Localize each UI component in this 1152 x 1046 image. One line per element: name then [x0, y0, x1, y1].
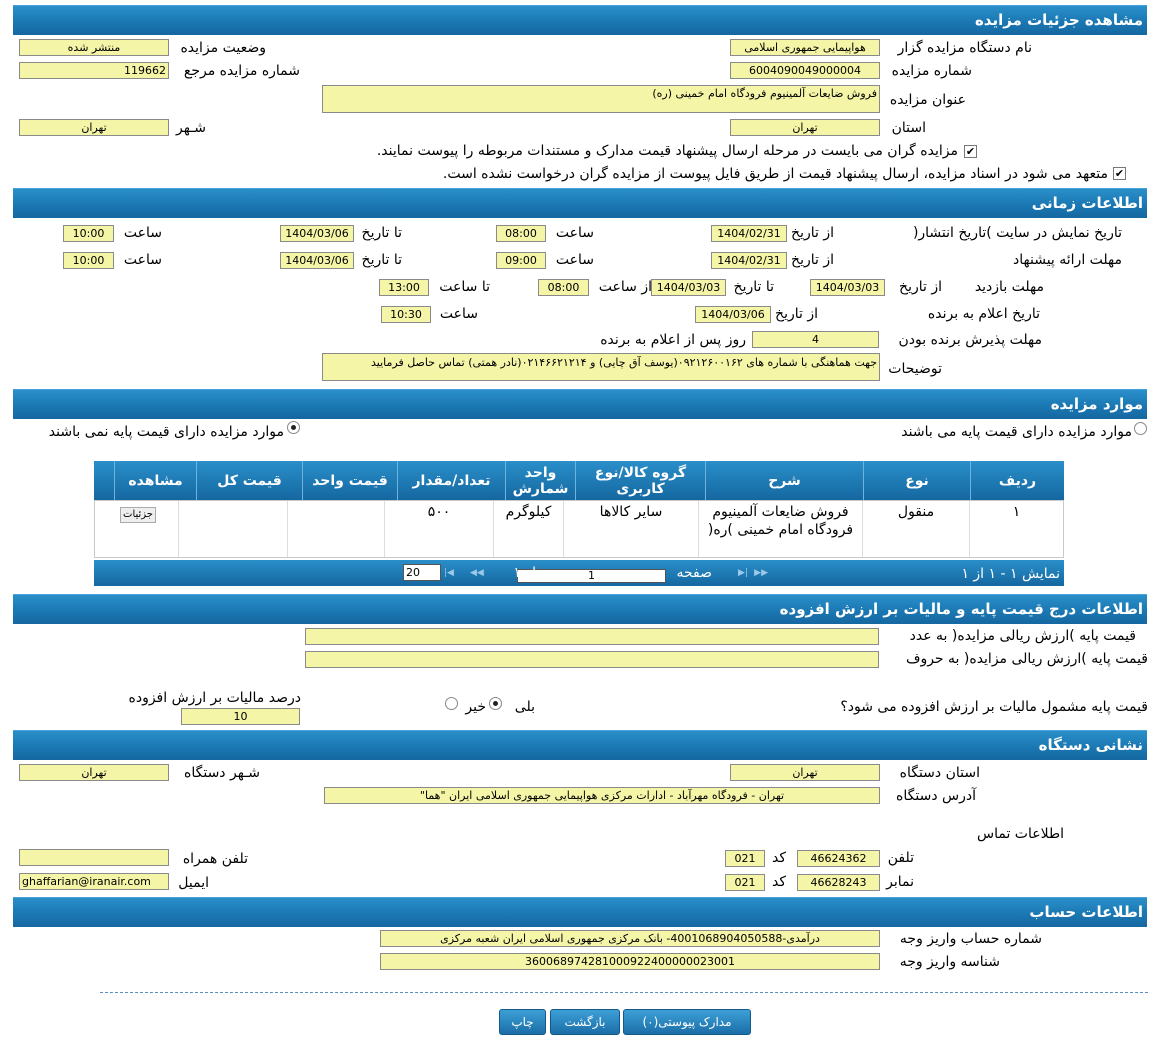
section-header-details — [13, 5, 1147, 35]
phone-field: 46624362 — [797, 850, 880, 867]
winner-time: 10:30 — [381, 306, 431, 323]
pager-page-label: صفحه — [676, 565, 712, 581]
fax-label: نمابر — [886, 874, 914, 890]
last-page-icon[interactable]: |◀ — [444, 568, 454, 578]
offer-label: مهلت ارائه پیشنهاد — [1013, 252, 1122, 268]
offer-to-date: 1404/03/06 — [280, 252, 354, 269]
publish-to-label: تا تاریخ — [361, 225, 402, 241]
publish-from-date: 1404/02/31 — [711, 225, 787, 242]
ref-label: شماره مزایده مرجع — [183, 63, 300, 79]
cell-total — [178, 501, 287, 557]
offer-to-hour-label: ساعت — [123, 252, 162, 268]
visit-from-label: از تاریخ — [899, 279, 942, 295]
org-province-field: تهران — [730, 764, 880, 781]
col-index: ردیف — [970, 461, 1064, 500]
attachments-button[interactable]: مدارک پیوستی(۰) — [623, 1009, 751, 1035]
number-label: شماره مزایده — [891, 63, 972, 79]
fax-code-label: کد — [771, 874, 786, 890]
divider — [100, 992, 1148, 993]
attachment-required-label: مزایده گران می بایست در مرحله ارسال پیشنهاد قیمت مدارک و مستندات مربوطه را پیوست نمایند. — [376, 143, 958, 159]
first-page-icon[interactable]: ▶| — [738, 568, 748, 578]
org-city-label: شـهر دستگاه — [184, 765, 260, 781]
notes-label: توضیحات — [888, 361, 942, 377]
title-field: فروش ضایعات آلمینیوم فرودگاه امام خمینی (ره) — [322, 85, 880, 113]
notes-field: جهت هماهنگی با شماره های ۰۹۲۱۲۶۰۰۱۶۲(یوسف آق چایی) و ۰۲۱۴۶۶۲۱۲۱۴(نادر همتی) تماس حاصل فرمایید — [322, 353, 880, 381]
publish-from-time: 08:00 — [496, 225, 546, 242]
fax-field: 46628243 — [797, 874, 880, 891]
details-button[interactable]: جزئیات — [120, 507, 156, 523]
page-size-input[interactable]: 20 — [403, 564, 441, 581]
status-field: منتشر شده — [19, 39, 169, 56]
col-view: مشاهده — [114, 461, 196, 500]
items-table-header — [94, 461, 1064, 500]
vat-percent-label: درصد مالیات بر ارزش افزوده — [128, 690, 301, 706]
pager-showing: نمایش ۱ - ۱ از ۱ — [961, 566, 1060, 582]
attachment-required-checkbox[interactable]: ✔ — [965, 145, 976, 158]
status-label: وضعیت مزایده — [180, 40, 266, 56]
vat-no-label: خیر — [465, 699, 486, 715]
section-title: اطلاعات درج قیمت پایه و مالیات بر ارزش افزوده — [779, 600, 1143, 618]
col-group: گروه کالا/نوع کاربری — [575, 461, 705, 500]
winner-label: تاریخ اعلام به برنده — [927, 306, 1040, 322]
winner-hour-label: ساعت — [439, 306, 478, 322]
col-unit-price: قیمت واحد — [302, 461, 397, 500]
print-button[interactable]: چاپ — [499, 1009, 546, 1035]
base-price-words-label: قیمت پایه )ارزش ریالی مزایده( به حروف — [905, 651, 1148, 667]
section-header-items — [13, 389, 1147, 419]
cell-unit-price — [287, 501, 384, 557]
vat-question: قیمت پایه مشمول مالیات بر ارزش افزوده می شود؟ — [840, 699, 1148, 715]
col-total: قیمت کل — [196, 461, 302, 500]
account-field: درآمدی-4001068904050588- بانک مرکزی جمهوری اسلامی ایران شعبه مرکزی — [380, 930, 880, 947]
visit-from-time: 08:00 — [538, 279, 589, 296]
city-field: تهران — [19, 119, 169, 136]
fax-code-field: 021 — [725, 874, 765, 891]
cell-qty: ۵۰۰ — [384, 501, 493, 557]
section-title: اطلاعات حساب — [1029, 903, 1143, 921]
visit-from-date: 1404/03/03 — [810, 279, 885, 296]
payment-id-field: 360068974281000922400000023001 — [380, 953, 880, 970]
section-header-timing — [13, 188, 1147, 218]
payment-id-label: شناسه واریز وجه — [899, 954, 1000, 970]
cell-view — [95, 501, 178, 557]
radio-without-base-price[interactable] — [287, 421, 300, 434]
offer-to-label: تا تاریخ — [361, 252, 402, 268]
vat-yes-label: بلی — [514, 699, 535, 715]
offer-from-hour-label: ساعت — [555, 252, 594, 268]
phone-code-label: کد — [771, 850, 786, 866]
visit-to-hour-label: تا ساعت — [439, 279, 490, 295]
section-title: اطلاعات زمانی — [1031, 194, 1143, 212]
city-label: شـهر — [175, 120, 206, 136]
visit-label: مهلت بازدید — [974, 279, 1044, 295]
winner-date: 1404/03/06 — [695, 306, 771, 323]
back-button[interactable]: بازگشت — [550, 1009, 620, 1035]
base-price-words-field[interactable] — [305, 651, 879, 668]
prev-page-icon[interactable]: ▶▶ — [754, 568, 768, 578]
cell-index: ۱ — [969, 501, 1063, 557]
radio-with-base-price-label: موارد مزایده دارای قیمت پایه می باشند — [901, 424, 1132, 440]
vat-percent-field: 10 — [181, 708, 300, 725]
publish-to-date: 1404/03/06 — [280, 225, 354, 242]
number-field: 6004090049000004 — [730, 62, 880, 79]
accept-field: 4 — [752, 331, 879, 348]
phone-code-field: 021 — [725, 850, 765, 867]
col-type: نوع — [863, 461, 970, 500]
contact-title: اطلاعات تماس — [977, 826, 1064, 842]
accept-suffix: روز پس از اعلام به برنده — [600, 332, 746, 348]
vat-yes-radio[interactable] — [489, 697, 502, 710]
mobile-field — [19, 849, 169, 866]
pager-of: از ۱ — [513, 565, 536, 581]
offer-to-time: 10:00 — [63, 252, 114, 269]
section-header-account — [13, 897, 1147, 927]
province-field: تهران — [730, 119, 880, 136]
next-page-icon[interactable]: ◀◀ — [470, 568, 484, 578]
col-unit: واحد شمارش — [505, 461, 575, 500]
org-label: نام دستگاه مزایده گزار — [897, 40, 1032, 56]
table-pager — [94, 560, 1064, 586]
base-price-digits-label: قیمت پایه )ارزش ریالی مزایده( به عدد — [909, 628, 1136, 644]
col-desc: شرح — [705, 461, 863, 500]
vat-no-radio[interactable] — [445, 697, 458, 710]
cell-desc: فروش ضایعات آلمینیوم فرودگاه امام خمینی )ره( — [698, 501, 862, 557]
col-qty: تعداد/مقدار — [397, 461, 505, 500]
org-address-field: تهران - فرودگاه مهرآباد - ادارات مرکزی هواپیمایی جمهوری اسلامی ایران "هما" — [324, 787, 880, 804]
phone-label: تلفن — [887, 850, 914, 866]
section-title: مشاهده جزئیات مزایده — [974, 11, 1143, 29]
section-title: نشانی دستگاه — [1038, 736, 1143, 754]
base-price-digits-field[interactable] — [305, 628, 879, 645]
accept-label: مهلت پذیرش برنده بودن — [898, 332, 1042, 348]
publish-from-hour-label: ساعت — [555, 225, 594, 241]
org-city-field: تهران — [19, 764, 169, 781]
offer-from-date: 1404/02/31 — [711, 252, 787, 269]
visit-to-time: 13:00 — [379, 279, 429, 296]
title-label: عنوان مزایده — [889, 92, 966, 108]
cell-unit: کیلوگرم — [493, 501, 563, 557]
visit-to-date: 1404/03/03 — [651, 279, 726, 296]
publish-to-hour-label: ساعت — [123, 225, 162, 241]
section-header-address — [13, 730, 1147, 760]
offer-from-label: از تاریخ — [791, 252, 834, 268]
visit-to-label: تا تاریخ — [733, 279, 774, 295]
org-address-label: آدرس دستگاه — [896, 788, 976, 804]
cell-group: سایر کالاها — [563, 501, 698, 557]
radio-with-base-price[interactable] — [1134, 422, 1147, 435]
account-label: شماره حساب واریز وجه — [899, 931, 1042, 947]
email-field: ghaffarian@iranair.com — [19, 873, 169, 890]
publish-label: تاریخ نمایش در سایت )تاریخ انتشار( — [912, 225, 1122, 241]
commitment-label: متعهد می شود در اسناد مزایده، ارسال پیشنهاد قیمت از طریق فایل پیوست از مزایده گران درخواست نشده است. — [442, 166, 1108, 182]
org-field: هواپیمایی جمهوری اسلامی — [730, 39, 880, 56]
table-row — [94, 500, 1064, 558]
ref-field: 119662 — [19, 62, 169, 79]
offer-from-time: 09:00 — [496, 252, 546, 269]
cell-type: منقول — [862, 501, 969, 557]
org-province-label: استان دستگاه — [899, 765, 980, 781]
publish-from-label: از تاریخ — [791, 225, 834, 241]
section-title: موارد مزایده — [1050, 395, 1143, 413]
commitment-checkbox[interactable]: ✔ — [1114, 167, 1125, 180]
province-label: استان — [891, 120, 926, 136]
page-input[interactable]: 1 — [517, 569, 666, 583]
mobile-label: تلفن همراه — [182, 851, 248, 867]
section-header-base-price — [13, 594, 1147, 624]
winner-from-label: از تاریخ — [775, 306, 818, 322]
email-label: ایمیل — [178, 875, 209, 891]
publish-to-time: 10:00 — [63, 225, 114, 242]
visit-from-hour-label: از ساعت — [598, 279, 652, 295]
radio-without-base-price-label: موارد مزایده دارای قیمت پایه نمی باشند — [48, 424, 284, 440]
